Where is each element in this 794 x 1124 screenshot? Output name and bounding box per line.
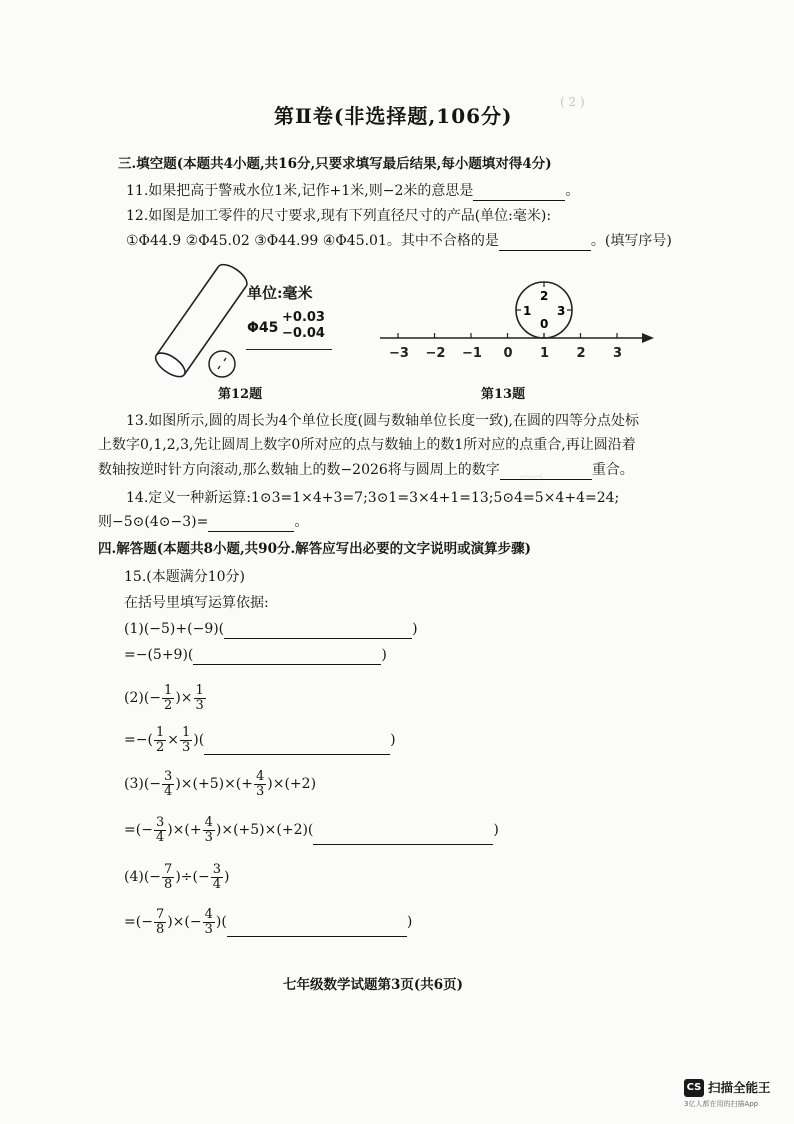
figure-12-underline (246, 349, 332, 350)
part-3-line-a: (3)(− $\frac{3}{4}$ )×(+5)×(+ $\frac{4}{3}$ )×(+2) (124, 768, 317, 799)
section-3-header: 三.填空题(本题共4小题,共16分,只要求填写最后结果,每小题填对得4分) (118, 156, 552, 172)
question-11: 11.如果把高于警戒水位1米,记作+1米,则−2米的意思是 。 (126, 183, 580, 199)
part-2-line-a: (2)(− $\frac{1}{2}$ )× $\frac{1}{3}$ (124, 682, 204, 713)
figure-12-lower-tolerance: −0.04 (282, 326, 325, 341)
question-14-line2: 则−5⊙(4⊙−3)= 。 (98, 514, 309, 530)
part-1-line-b: =−(5+9)( ) (124, 647, 387, 663)
cross-section-circle (209, 351, 235, 377)
reason-blank-3[interactable] (313, 829, 493, 845)
question-13-line2: 上数字0,1,2,3,先让圆周上数字0所对应的点与数轴上的数1所对应的点重合,再让圆沿着 (98, 437, 636, 453)
fraction-three-quarters: $\frac{3}{4}$ (164, 768, 173, 799)
question-13-line1: 13.如图所示,圆的周长为4个单位长度(圆与数轴单位长度一致),在圆的四等分点处标 (126, 413, 639, 429)
fraction-three-quarters: $\frac{3}{4}$ (212, 861, 221, 892)
figure-12-unit: 单位:毫米 (247, 284, 313, 302)
answer-blank-13[interactable] (500, 464, 592, 480)
part-2-line-b: =−( $\frac{1}{2}$ × $\frac{1}{3}$ )( ) (124, 724, 396, 755)
fraction-seven-eighths: $\frac{7}{8}$ (155, 906, 165, 937)
fraction-seven-eighths: $\frac{7}{8}$ (164, 861, 173, 892)
part-1-line-a: (1)(−5)+(−9)( ) (124, 621, 418, 637)
fraction-four-thirds: $\frac{4}{3}$ (256, 768, 265, 799)
axis-tick-label: −3 (389, 346, 409, 361)
axis-tick-label: 1 (540, 346, 550, 361)
watermark-brand: 扫描全能王 (708, 1080, 771, 1095)
axis-tick-label: 2 (576, 346, 586, 361)
question-15-title: 15.(本题满分10分) (124, 569, 246, 585)
answer-blank-14[interactable] (208, 516, 294, 532)
figure-13-caption: 第13题 (481, 387, 526, 402)
figure-13-number-line (372, 274, 662, 366)
figure-12-phi: Φ45 (247, 320, 279, 336)
question-13-line3: 数轴按逆时针方向滚动,那么数轴上的数−2026将与圆周上的数字 重合。 (98, 462, 634, 478)
circle-label-top: 2 (540, 289, 549, 303)
fraction-one-half: $\frac{1}{2}$ (155, 724, 165, 755)
fraction-one-third: $\frac{1}{3}$ (195, 682, 204, 713)
fraction-three-quarters: $\frac{3}{4}$ (155, 814, 165, 845)
figure-12-caption: 第12题 (218, 387, 263, 402)
part-4-line-b: =(− $\frac{7}{8}$ )×(− $\frac{4}{3}$ )( ) (124, 906, 413, 937)
axis-tick-label: 3 (613, 346, 623, 361)
question-12-line1: 12.如图是加工零件的尺寸要求,现有下列直径尺寸的产品(单位:毫米): (126, 208, 552, 224)
page-footer: 七年级数学试题第3页(共6页) (283, 977, 464, 993)
question-12-line2: ①Φ44.9 ②Φ45.02 ③Φ44.99 ④Φ45.01。其中不合格的是 。(填写序号) (126, 233, 672, 249)
circle-label-left: 1 (523, 304, 532, 318)
fraction-one-half: $\frac{1}{2}$ (164, 682, 173, 713)
bleed-through-text: ▭▭ (520, 470, 543, 484)
camscanner-logo-icon: CS (684, 1079, 704, 1097)
circle-label-right: 3 (557, 304, 566, 318)
part-4-line-a: (4)(− $\frac{7}{8}$ )÷(− $\frac{3}{4}$ ) (124, 861, 230, 892)
circle-label-bottom: 0 (540, 317, 549, 331)
cylinder-drawing (152, 260, 251, 381)
watermark-subtitle: 3亿人都在用的扫描App (684, 1100, 759, 1108)
reason-blank-1b[interactable] (193, 649, 381, 665)
figure-12-upper-tolerance: +0.03 (282, 310, 325, 325)
answer-blank-11[interactable] (473, 185, 565, 201)
axis-arrow (642, 333, 654, 343)
question-15-instruction: 在括号里填写运算依据: (124, 595, 269, 611)
question-14-line1: 14.定义一种新运算:1⊙3=1×4+3=7;3⊙1=3×4+1=13;5⊙4=5×4+4=24; (126, 490, 620, 506)
answer-blank-12[interactable] (499, 235, 591, 251)
fraction-four-thirds: $\frac{4}{3}$ (204, 814, 213, 845)
bleed-through-text: ( 2 ) (560, 95, 585, 109)
axis-tick-label: −2 (425, 346, 446, 361)
section-4-header: 四.解答题(本题共8小题,共90分.解答应写出必要的文字说明或演算步骤) (98, 541, 532, 557)
reason-blank-4[interactable] (227, 921, 407, 937)
fraction-one-third: $\frac{1}{3}$ (181, 724, 191, 755)
axis-tick-label: −1 (462, 346, 482, 361)
reason-blank-2[interactable] (204, 739, 390, 755)
part-3-line-b: =(− $\frac{3}{4}$ )×(+ $\frac{4}{3}$ )×(+5)×(+2)( ) (124, 814, 499, 845)
question-11-text: 11.如果把高于警戒水位1米,记作+1米,则−2米的意思是 (126, 183, 474, 199)
fraction-four-thirds: $\frac{4}{3}$ (204, 906, 213, 937)
reason-blank-1a[interactable] (224, 623, 412, 639)
page-title: 第Ⅱ卷(非选择题,106分) (274, 104, 513, 128)
axis-tick-label: 0 (503, 346, 513, 361)
